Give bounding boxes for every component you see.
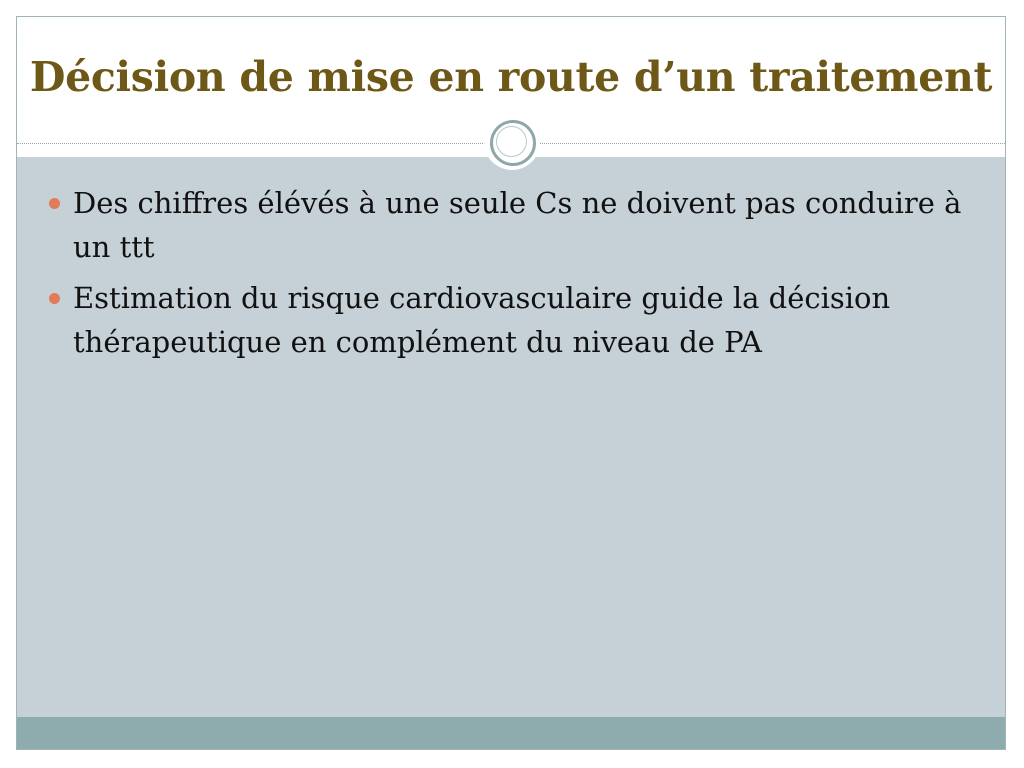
bullet-icon — [49, 293, 60, 304]
slide — [16, 16, 1006, 750]
slide-title: Décision de mise en route d’un traitement — [29, 53, 993, 101]
bullet-icon — [49, 198, 60, 209]
bullet-text: Des chiffres élévés à une seule Cs ne doivent pas conduire à un ttt — [73, 186, 962, 264]
inner-ring — [496, 126, 527, 157]
footer-band — [17, 717, 1005, 750]
bullet-item — [73, 276, 973, 364]
bullet-item — [73, 181, 973, 269]
outer-ring — [490, 120, 536, 166]
bullet-text: Estimation du risque cardiovasculaire guide la décision thérapeutique en complément du niveau de PA — [73, 281, 891, 359]
bullet-list — [73, 181, 973, 371]
circle-ring-icon — [484, 114, 540, 170]
